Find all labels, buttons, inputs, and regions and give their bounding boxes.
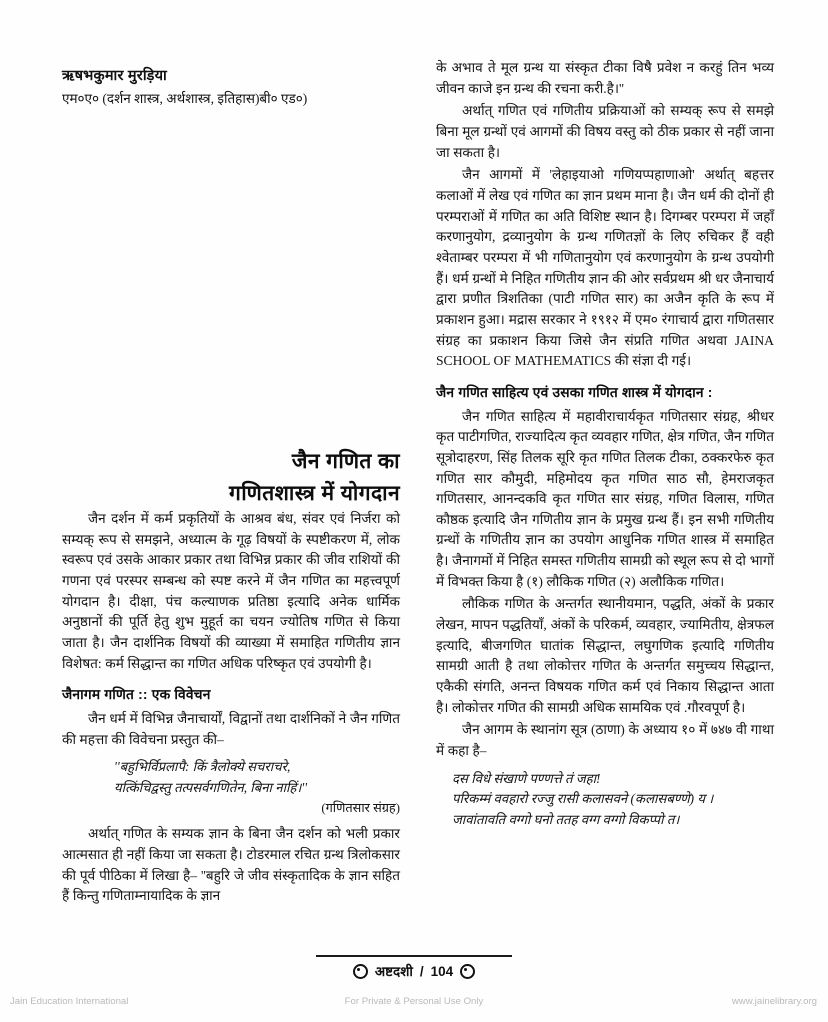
author-name: ऋषभकुमार मुरड़िया [62, 68, 167, 84]
footer-page-marker [353, 962, 475, 980]
left-verse-1-source: (गणितसार संग्रह) [321, 801, 400, 816]
left-paragraph-1: जैन दर्शन में कर्म प्रकृतियों के आश्रव बंध, संवर एवं निर्जरा को सम्यक् रूप से समझने, अध्यात्म के गूढ़ विषयों के स्पष्टीकरण में, लोक स्वरूप एवं उसके आकार प्रकार तथा विभिन्न प्रकार की जीव राशियों की गणना एवं परस्पर सम्बन्ध को स्पष्ट करने में जैन गणित का महत्त्वपूर्ण योगदान है। दीक्षा, पंच कल्याणक प्रतिष्ठा इत्यादि अनेक धार्मिक अनुष्ठानों की पूर्ति हेतु शुभ मुहूर्त का चयन ज्योतिष गणित से किया जाता है। जैन दार्शनिक विषयों की व्याख्या में समाहित गणितीय ज्ञान विशेषत: कर्म सिद्धान्त का गणित अधिक परिष्कृत एवं उपयोगी है। [62, 511, 400, 671]
author-block [62, 66, 400, 109]
right-verse-1 [436, 769, 774, 830]
right-paragraph-4: जैन गणित साहित्य में महावीराचार्यकृत गणितसार संग्रह, श्रीधर कृत पाटीगणित, राज्यादित्य कृत व्यवहार गणित, क्षेत्र गणित, जैन गणित सूत्रोदाहरण, सिंह तिलक सूरि कृत गणित तिलक टीका, ठक्करफेरु कृत गणित सार कौमुदी, महिमोदय कृत गणित साठ सौ, हेमराजकृत गणितसार, आनन्दकवि कृत गणित सार संग्रह, गणित विलास, गणित कौष्ठक इत्यादि जैन गणितीय ज्ञान के प्रमुख ग्रन्थ हैं। इन सभी गणितीय ग्रन्थों के गणितीय ज्ञान का उपयोग आधुनिक गणित शास्त्र में समाहित है। जैनागमों में निहित समस्त गणितीय सामग्री को स्थूल रूप से दो भागों में विभक्त किया है (१) लौकिक गणित (२) अलौकिक गणित। [436, 408, 774, 589]
title-line-2: गणितशास्त्र में योगदान [228, 481, 400, 505]
left-sub-heading-1: जैनागम गणित :: एक विवेचन [62, 687, 211, 703]
library-banner [0, 992, 828, 1022]
right-column [436, 58, 774, 948]
flower-ornament-icon [353, 964, 368, 979]
right-verse-1-line-2: परिकम्मं ववहारो रज्जु रासी कलासवने (कलासबण्णे) य । [452, 791, 714, 807]
right-verse-1-line-1: दस विधे संखाणे पण्णत्ते तं जहा! [452, 770, 601, 786]
right-paragraph-6: जैन आगम के स्थानांग सूत्र (ठाणा) के अध्याय १० में ७४७ वी गाथा में कहा है– [436, 722, 774, 759]
right-verse-1-line-3: जावांतावति वग्गो घनो ततह वग्ग वग्गो विकप्पो त। [452, 811, 680, 827]
right-sub-heading-1: जैन गणित साहित्य एवं उसका गणित शास्त्र में योगदान : [436, 384, 713, 400]
author-degrees: एम०ए० (दर्शन शास्त्र, अर्थशास्त्र, इतिहास)बी० एड०) [62, 91, 308, 107]
left-column [62, 58, 400, 948]
library-banner-right[interactable]: www.jainelibrary.org [731, 996, 817, 1007]
footer-rule [316, 955, 512, 957]
right-paragraph-3: जैन आगमों में 'लेहाइयाओ गणियप्पहाणाओ' अर्थात् बहत्तर कलाओं में लेख एवं गणित का ज्ञान प्रथम माना है। जैन धर्म की दोनों ही परम्पराओं में गणित का अति विशिष्ट स्थान है। दिगम्बर परम्परा में जहाँ करणानुयोग, द्रव्यानुयोग के ग्रन्थ गणितज्ञों के लिए रुचिकर हैं वही श्वेताम्बर परम्परा में भी गणितानुयोग एवं करणानुयोग के ग्रन्थ उपयोगी हैं। धर्म ग्रन्थों मे निहित गणितीय ज्ञान की ओर सर्वप्रथम श्री धर जैनाचार्य द्वारा प्रणीत त्रिशतिका (पाटी गणित सार) का अजैन कृति के रूप में प्रकाशन हुआ। मद्रास सरकार ने १९१२ में एम० रंगाचार्य द्वारा गणितसार संग्रह का प्रकाशन किया जिसे जैन संप्रति गणित अथवा JAINA SCHOOL OF MATHEMATICS की संज्ञा दी गई। [436, 167, 774, 369]
article-title-block [62, 446, 400, 909]
library-banner-center: For Private & Personal Use Only [344, 996, 484, 1007]
two-column-layout [62, 58, 774, 948]
footer-page-number: 104 [430, 963, 454, 979]
left-verse-1 [62, 757, 400, 798]
left-paragraph-3: अर्थात् गणित के सम्यक ज्ञान के बिना जैन दर्शन को भली प्रकार आत्मसात ही नहीं किया जा सकता है। टोडरमाल रचित ग्रन्थ त्रिलोकसार की पूर्व पीठिका में लिखा है– ''बहुरि जे जीव संस्कृतादिक के ज्ञान सहित हैं किन्तु गणिताम्नायादिक के ज्ञान [62, 826, 400, 904]
right-paragraph-2: अर्थात् गणित एवं गणितीय प्रक्रियाओं को सम्यक् रूप से समझे बिना मूल ग्रन्थों एवं आगमों की विषय वस्तु को ठीक प्रकार से नहीं जाना जा सकता है। [436, 103, 774, 160]
page-title [62, 446, 400, 509]
flower-ornament-icon-right [460, 964, 475, 979]
left-paragraph-2: जैन धर्म में विभिन्न जैनाचार्यों, विद्वानों तथा दार्शनिकों ने जैन गणित की महत्ता की विवेचना प्रस्तुत की– [62, 710, 400, 747]
left-verse-1-line-2: यत्किंचिद्वस्तु तत्पसर्वगणितेन, बिना नाहिं।'' [114, 779, 308, 795]
page-footer [0, 955, 828, 980]
left-verse-1-line-1: ''बहुभिर्विप्रलापै: किं त्रैलोक्ये सचराचरे, [114, 759, 291, 775]
title-line-1: जैन गणित का [291, 450, 400, 473]
library-banner-left: Jain Education International [10, 996, 129, 1007]
footer-separator: / [419, 963, 424, 979]
right-paragraph-1: के अभाव ते मूल ग्रन्थ या संस्कृत टीका विषै प्रवेश न करहुं तिन भव्य जीवन काजे इन ग्रन्थ की रचना करी.है।'' [436, 60, 774, 96]
footer-book-name: अष्टदशी [374, 964, 413, 979]
right-paragraph-5: लौकिक गणित के अन्तर्गत स्थानीयमान, पद्धति, अंकों के प्रकार लेखन, मापन पद्धतियाँ, अंकों के परिकर्म, व्यवहार, ज्यामितीय, क्षेत्रफल इत्यादि, बीजगणित घातांक सिद्धान्त, लघुगणिक इत्यादि गणितीय सामग्री आती है तथा लोकोत्तर गणित के अन्तर्गत समुच्चय सिद्धान्त, एकैकी संगति, अनन्त विषयक गणित कर्म एवं निकाय सिद्धान्त आता है। लोकोत्तर गणित की सामग्री अधिक सामयिक एवं .गौरवपूर्ण है। [436, 596, 774, 715]
